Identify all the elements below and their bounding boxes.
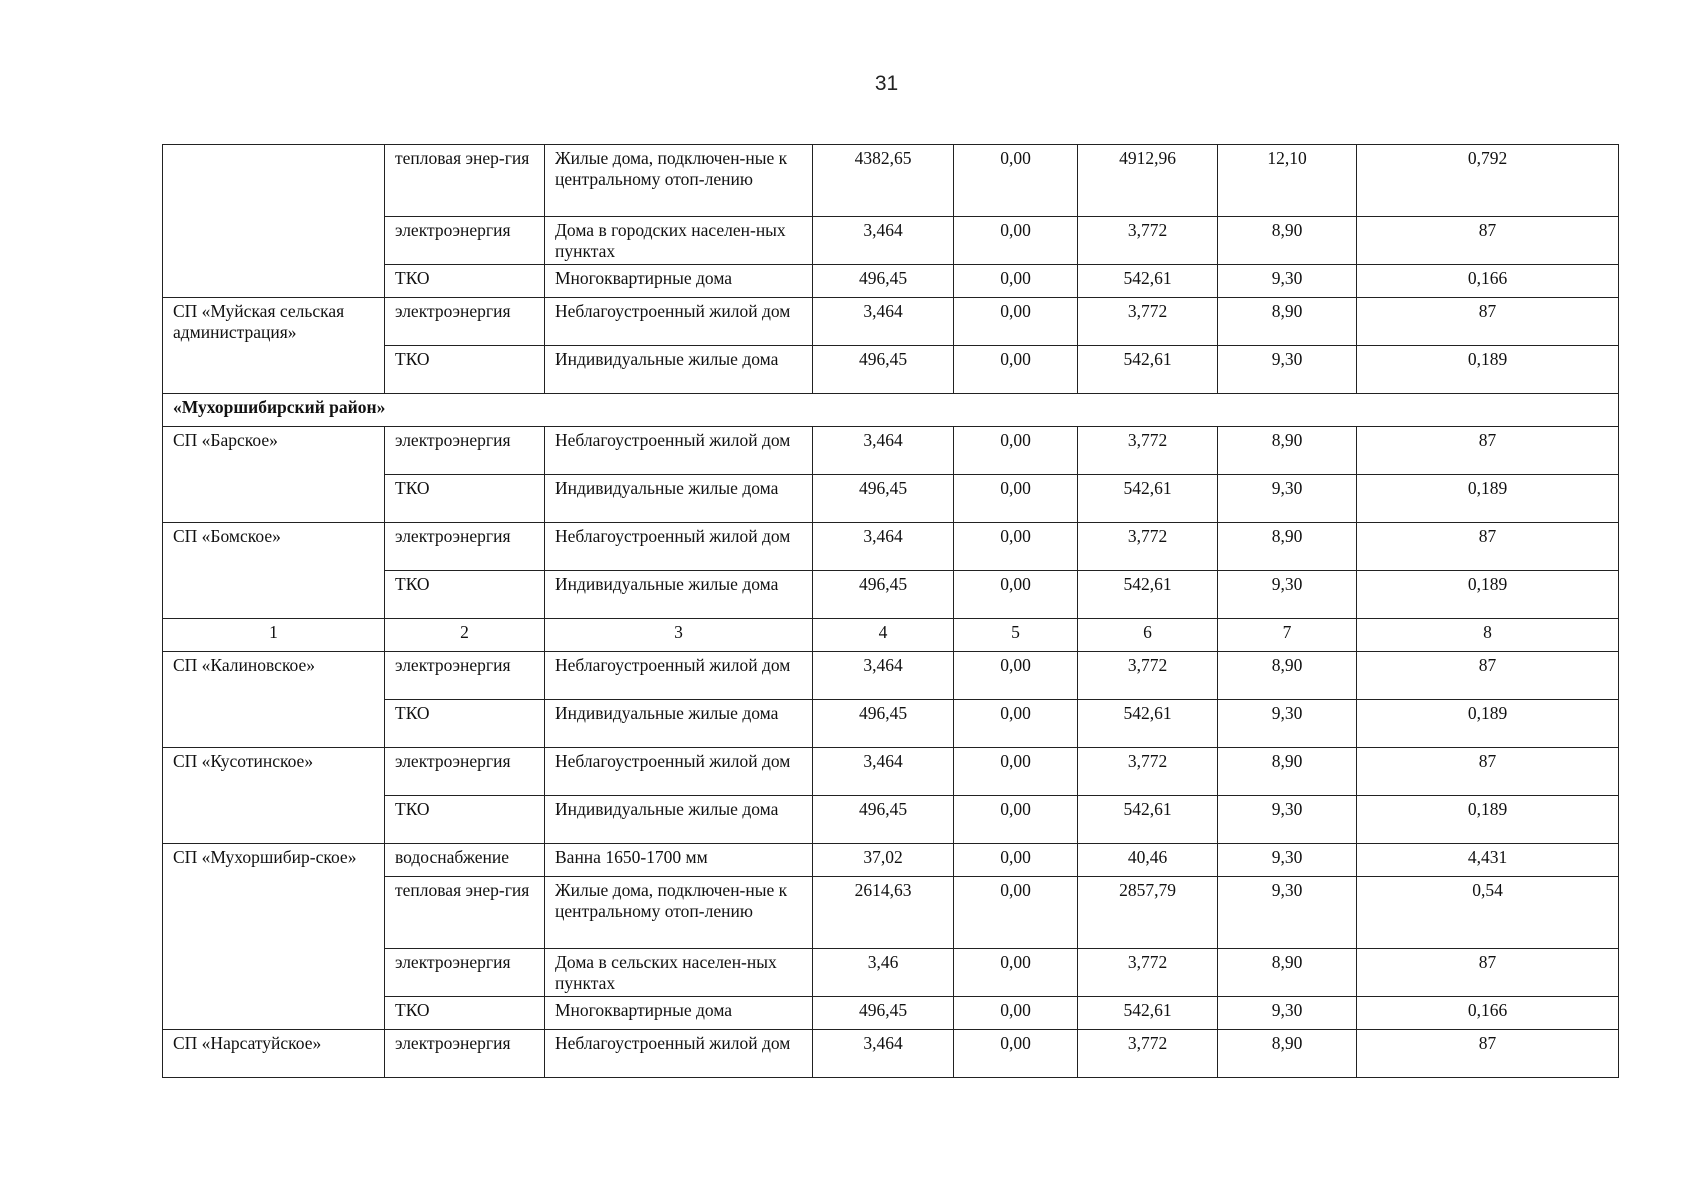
value-cell: 3,464 [813,298,954,346]
settlement-cell: СП «Нарсатуйское» [163,1030,385,1078]
settlement-cell: СП «Муйская сельская администрация» [163,298,385,394]
category-cell: Неблагоустроенный жилой дом [545,298,813,346]
value-cell: 0,00 [954,949,1078,997]
value-cell: 4,431 [1357,844,1619,877]
value-cell: 0,00 [954,523,1078,571]
value-cell: 8,90 [1218,298,1357,346]
value-cell: 542,61 [1078,475,1218,523]
value-cell: 0,54 [1357,877,1619,949]
value-cell: 0,166 [1357,265,1619,298]
table-row [163,145,1619,217]
resource-cell: электроэнергия [385,427,545,475]
value-cell: 8,90 [1218,748,1357,796]
value-cell: 87 [1357,427,1619,475]
column-number: 3 [545,619,813,652]
value-cell: 9,30 [1218,796,1357,844]
table-row [163,748,1619,796]
category-cell: Индивидуальные жилые дома [545,346,813,394]
resource-cell: ТКО [385,796,545,844]
category-cell: Неблагоустроенный жилой дом [545,1030,813,1078]
value-cell: 0,00 [954,877,1078,949]
value-cell: 0,00 [954,748,1078,796]
category-cell: Многоквартирные дома [545,265,813,298]
category-cell: Жилые дома, подключен-ные к центральному отоп-лению [545,877,813,949]
resource-cell: электроэнергия [385,748,545,796]
resource-cell: электроэнергия [385,217,545,265]
value-cell: 0,00 [954,265,1078,298]
value-cell: 496,45 [813,475,954,523]
value-cell: 9,30 [1218,700,1357,748]
value-cell: 496,45 [813,571,954,619]
value-cell: 496,45 [813,346,954,394]
value-cell: 0,00 [954,844,1078,877]
value-cell: 8,90 [1218,1030,1357,1078]
resource-cell: электроэнергия [385,949,545,997]
settlement-cell: СП «Кусотинское» [163,748,385,844]
resource-cell: ТКО [385,571,545,619]
value-cell: 9,30 [1218,571,1357,619]
category-cell: Неблагоустроенный жилой дом [545,748,813,796]
resource-cell: ТКО [385,346,545,394]
page-number: 31 [874,72,899,95]
value-cell: 9,30 [1218,877,1357,949]
resource-cell: тепловая энер-гия [385,877,545,949]
resource-cell: электроэнергия [385,652,545,700]
value-cell: 0,00 [954,475,1078,523]
resource-cell: электроэнергия [385,1030,545,1078]
resource-cell: электроэнергия [385,523,545,571]
section-title: «Мухоршибирский район» [163,394,1619,427]
resource-cell: ТКО [385,997,545,1030]
category-cell: Дома в городских населен-ных пунктах [545,217,813,265]
section-row [163,394,1619,427]
value-cell: 0,00 [954,427,1078,475]
value-cell: 496,45 [813,700,954,748]
category-cell: Индивидуальные жилые дома [545,571,813,619]
value-cell: 9,30 [1218,844,1357,877]
category-cell: Дома в сельских населен-ных пунктах [545,949,813,997]
value-cell: 3,772 [1078,949,1218,997]
value-cell: 3,772 [1078,427,1218,475]
value-cell: 9,30 [1218,475,1357,523]
value-cell: 3,464 [813,523,954,571]
category-cell: Ванна 1650-1700 мм [545,844,813,877]
value-cell: 0,189 [1357,475,1619,523]
value-cell: 87 [1357,949,1619,997]
value-cell: 8,90 [1218,523,1357,571]
settlement-cell: СП «Бомское» [163,523,385,619]
value-cell: 3,772 [1078,298,1218,346]
value-cell: 0,00 [954,217,1078,265]
category-cell: Жилые дома, подключен-ные к центральному отоп-лению [545,145,813,217]
column-number: 6 [1078,619,1218,652]
value-cell: 0,00 [954,346,1078,394]
value-cell: 87 [1357,748,1619,796]
value-cell: 542,61 [1078,346,1218,394]
value-cell: 9,30 [1218,346,1357,394]
value-cell: 0,166 [1357,997,1619,1030]
column-number: 7 [1218,619,1357,652]
value-cell: 3,464 [813,217,954,265]
value-cell: 0,00 [954,1030,1078,1078]
value-cell: 4382,65 [813,145,954,217]
value-cell: 0,792 [1357,145,1619,217]
value-cell: 9,30 [1218,265,1357,298]
column-number: 8 [1357,619,1619,652]
resource-cell: тепловая энер-гия [385,145,545,217]
value-cell: 3,464 [813,427,954,475]
value-cell: 542,61 [1078,796,1218,844]
value-cell: 2614,63 [813,877,954,949]
resource-cell: электроэнергия [385,298,545,346]
value-cell: 9,30 [1218,997,1357,1030]
value-cell: 0,00 [954,571,1078,619]
value-cell: 0,00 [954,298,1078,346]
resource-cell: ТКО [385,475,545,523]
settlement-cell: СП «Калиновское» [163,652,385,748]
value-cell: 3,46 [813,949,954,997]
value-cell: 3,772 [1078,652,1218,700]
value-cell: 8,90 [1218,949,1357,997]
value-cell: 40,46 [1078,844,1218,877]
value-cell: 8,90 [1218,217,1357,265]
value-cell: 542,61 [1078,571,1218,619]
table-row [163,523,1619,571]
value-cell: 87 [1357,652,1619,700]
value-cell: 12,10 [1218,145,1357,217]
column-number: 1 [163,619,385,652]
value-cell: 3,772 [1078,1030,1218,1078]
value-cell: 8,90 [1218,427,1357,475]
column-number: 5 [954,619,1078,652]
category-cell: Индивидуальные жилые дома [545,700,813,748]
settlement-cell: СП «Мухоршибир-ское» [163,844,385,1030]
column-number: 4 [813,619,954,652]
value-cell: 496,45 [813,265,954,298]
value-cell: 542,61 [1078,700,1218,748]
category-cell: Многоквартирные дома [545,997,813,1030]
resource-cell: водоснабжение [385,844,545,877]
column-number: 2 [385,619,545,652]
value-cell: 3,464 [813,652,954,700]
value-cell: 3,464 [813,1030,954,1078]
table-row [163,1030,1619,1078]
value-cell: 0,00 [954,145,1078,217]
value-cell: 87 [1357,1030,1619,1078]
value-cell: 3,772 [1078,748,1218,796]
category-cell: Индивидуальные жилые дома [545,475,813,523]
value-cell: 87 [1357,217,1619,265]
value-cell: 3,772 [1078,523,1218,571]
value-cell: 0,189 [1357,346,1619,394]
category-cell: Неблагоустроенный жилой дом [545,523,813,571]
value-cell: 87 [1357,298,1619,346]
settlement-cell: СП «Барское» [163,427,385,523]
settlement-cell [163,145,385,298]
table-row [163,652,1619,700]
value-cell: 0,00 [954,796,1078,844]
value-cell: 0,189 [1357,700,1619,748]
value-cell: 0,189 [1357,571,1619,619]
tariff-table [162,144,1619,1078]
resource-cell: ТКО [385,265,545,298]
value-cell: 0,00 [954,997,1078,1030]
value-cell: 0,00 [954,652,1078,700]
table-row [163,427,1619,475]
value-cell: 4912,96 [1078,145,1218,217]
value-cell: 542,61 [1078,265,1218,298]
value-cell: 37,02 [813,844,954,877]
value-cell: 496,45 [813,997,954,1030]
category-cell: Индивидуальные жилые дома [545,796,813,844]
value-cell: 3,464 [813,748,954,796]
category-cell: Неблагоустроенный жилой дом [545,652,813,700]
value-cell: 3,772 [1078,217,1218,265]
value-cell: 87 [1357,523,1619,571]
table-row [163,298,1619,346]
column-number-row [163,619,1619,652]
table-row [163,844,1619,877]
category-cell: Неблагоустроенный жилой дом [545,427,813,475]
resource-cell: ТКО [385,700,545,748]
value-cell: 0,00 [954,700,1078,748]
value-cell: 8,90 [1218,652,1357,700]
value-cell: 542,61 [1078,997,1218,1030]
value-cell: 0,189 [1357,796,1619,844]
value-cell: 2857,79 [1078,877,1218,949]
value-cell: 496,45 [813,796,954,844]
